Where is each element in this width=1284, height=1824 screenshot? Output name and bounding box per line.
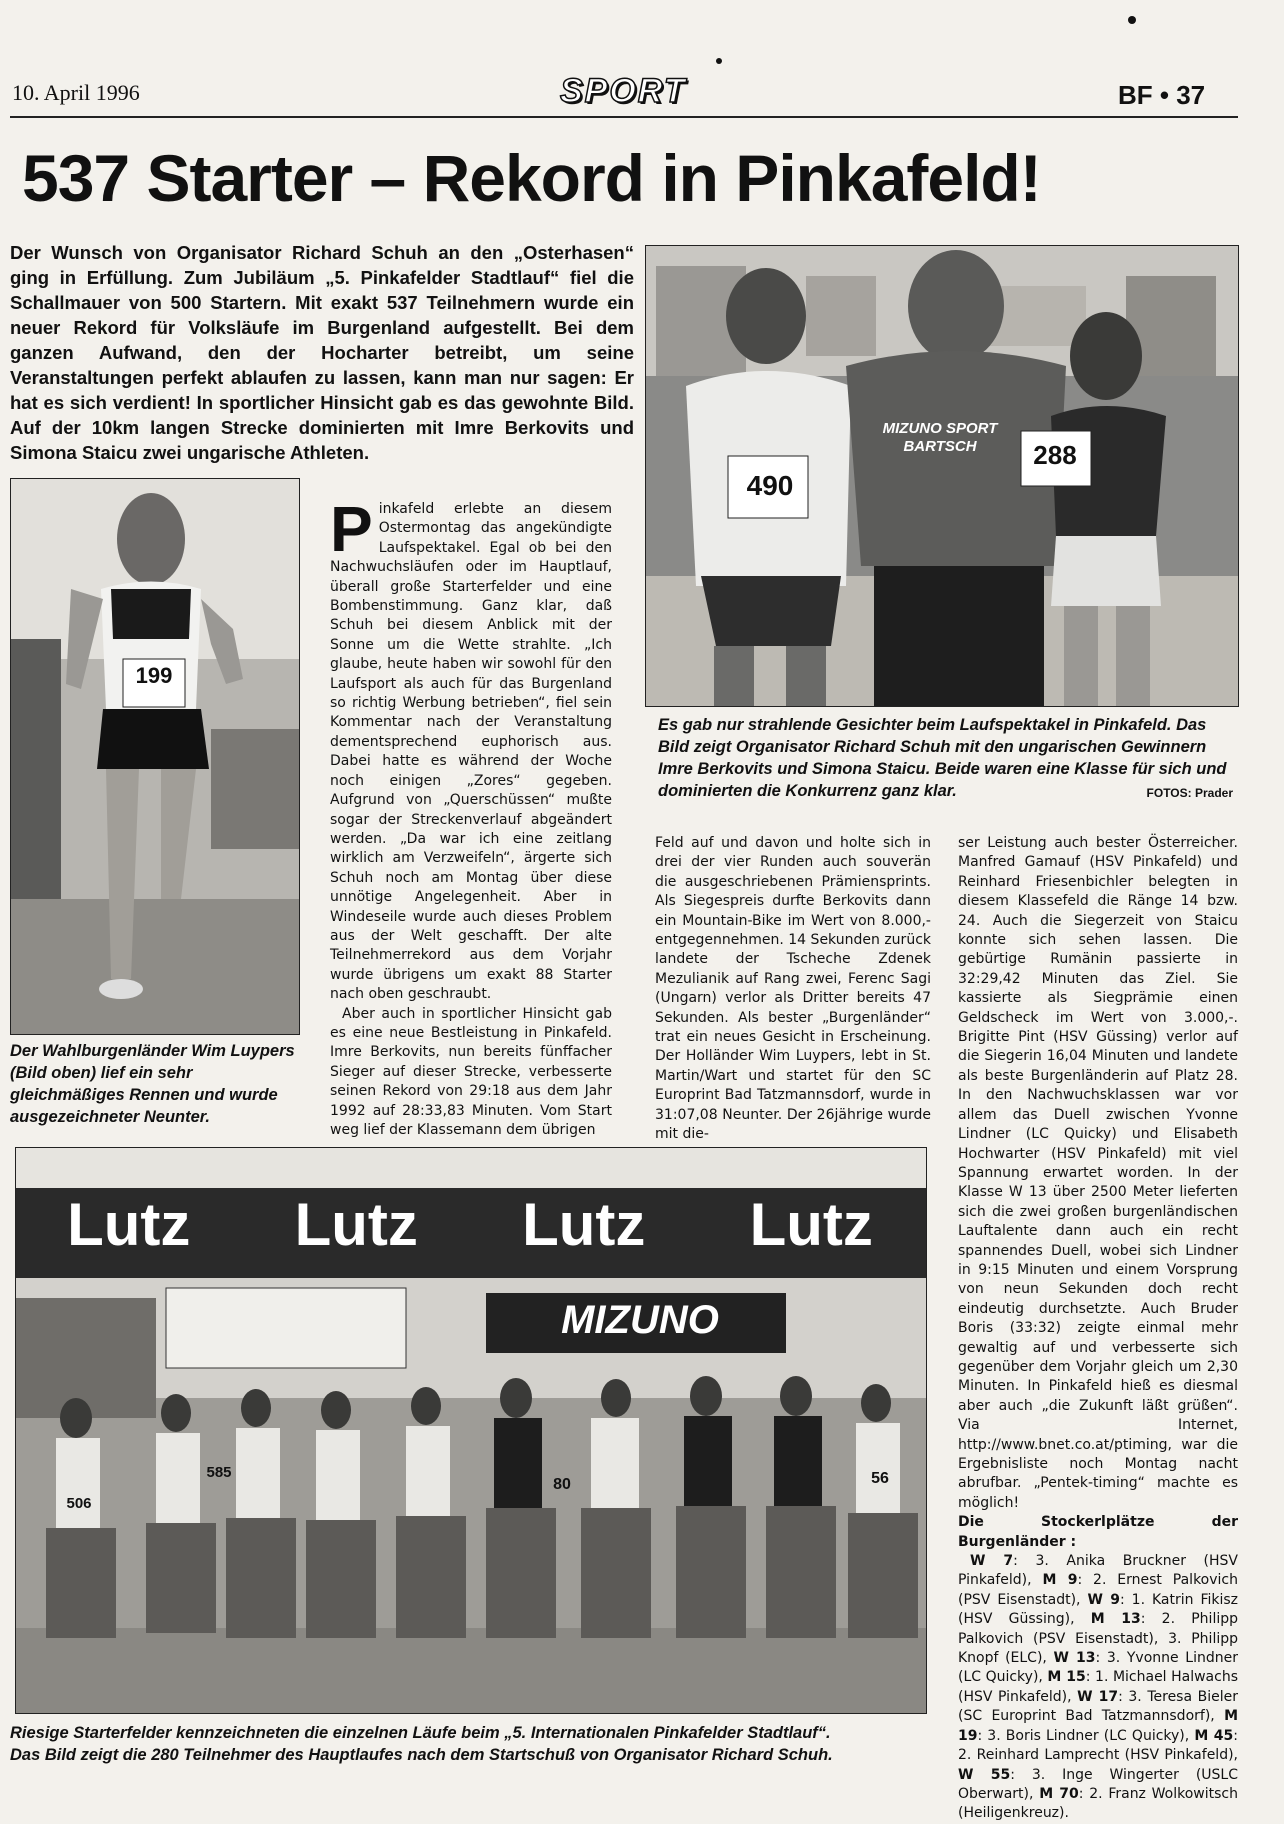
start-bib: 80 bbox=[553, 1476, 571, 1493]
result-entry: : 2. Franz Wolkowitsch (Heiligenkreuz). bbox=[958, 1785, 1238, 1822]
headline: 537 Starter – Rekord in Pinkafeld! bbox=[22, 141, 1041, 215]
issue-date: 10. April 1996 bbox=[12, 80, 140, 105]
start-caption bbox=[10, 1722, 930, 1766]
start-bib: 56 bbox=[871, 1470, 889, 1487]
banner-word: Lutz bbox=[522, 1191, 646, 1258]
result-class: M 15 bbox=[1047, 1669, 1086, 1686]
result-class: M 9 bbox=[1042, 1572, 1078, 1589]
result-entry: : 2. Reinhard Lamprecht (HSV Pinkafeld), bbox=[958, 1727, 1238, 1764]
article-column-2 bbox=[655, 834, 931, 1145]
start-caption-line: Riesige Starterfelder kennzeichneten die einzelnen Läufe beim „5. Internationalen Pinkafelder Stadtlauf“. bbox=[10, 1724, 831, 1742]
result-entry: : 3. Inge Wingerter (USLC Oberwart), bbox=[958, 1766, 1238, 1802]
result-entry: : 3. Anika Bruckner (HSV Pinkafeld), bbox=[958, 1553, 1238, 1589]
article-paragraph: ser Leistung auch bester Österreicher. Manfred Gamauf (HSV Pinkafeld) und Reinhard Friesenbichler belegten in diesem Klassefeld die Ränge 14 bzw. 24. Auch die Siegerzeit von Staicu konnte sich sehen lassen. Die gebürtige Rumänin passierte in 32:29,42 Minuten das Ziel. Sie kassierte als Siegprämie einen Geldscheck im Wert von 3.000,-. Brigitte Pint (HSV Güssing) verlor auf die Siegerin 16,04 Minuten und landete als beste Burgenländerin auf Platz 28. In den Nachwuchsklassen war vor allem das Duell zwischen Yvonne Lindner (LC Quicky) und Elisabeth Hochwarter (HSV Pinkafeld) mit viel Spannung erwartet worden. In der Klasse W 13 über 2500 Meter lieferten sich die zwei großen burgenländischen Lauftalente dann auch ein recht spannendes Duell, wobei sich Lindner in 9:15 Minuten und einem Vorsprung von neun Sekunden doch recht eindeutig durchsetzte. Auch Bruder Boris (33:32) zeigte einmal mehr gewaltig auf und verbesserte sich gegenüber dem Vorjahr gleich um 2,30 Minuten. In Pinkafeld hieß es diesmal aber auch „die Zukunft läßt grüßen“. Via Internet, http://www.bnet.co.at/ptiming, war die Ergebnisliste noch Montag nacht abrufbar. „Pentek-timing“ machte es möglich! bbox=[958, 835, 1238, 1511]
start-bib: 506 bbox=[66, 1495, 92, 1512]
banner-word: Lutz bbox=[67, 1191, 191, 1258]
section-title: SPORT bbox=[560, 72, 687, 110]
result-entry: : 2. Ernest Palkovich (PSV Eisenstadt), bbox=[958, 1572, 1238, 1608]
start-caption-line: Das Bild zeigt die 280 Teilnehmer des Hauptlaufes nach dem Startschuß von Organisator Richard Schuh. bbox=[10, 1746, 833, 1764]
result-class: M 45 bbox=[1194, 1727, 1234, 1744]
article-paragraph: Aber auch in sportlicher Hinsicht gab es eine neue Bestleistung in Pinkafeld. Imre Berkovits, nun bereits fünffacher Sieger auf dieser Strecke, verbesserte seinen Rekord von 29:18 aus dem Jahr 1992 auf 28:33,83 Minuten. Vom Start weg lief der Klassemann dem übrigen bbox=[330, 1005, 612, 1138]
page-number: BF • 37 bbox=[1118, 80, 1206, 110]
result-class: W 13 bbox=[1053, 1650, 1096, 1667]
article-paragraph: inkafeld erlebte an diesem Ostermontag das angekündigte Laufspektakel. Egal ob bei den Nachwuchsläufen oder im Hauptlauf, überall große Starterfelder und eine Bombenstimmung. Ganz klar, daß Schuh bei diesem Anblick mit der Sonne um die Wette strahlte. „Ich glaube, heute haben wir sowohl für den Laufsport als auch für das Burgenland so richtig Werbung betrieben“, fiel sein Kommentar nach der Veranstaltung dementsprechend euphorisch aus. Dabei hatte es während der Woche noch einigen „Zores“ gegeben. Aufgrund von „Querschüssen“ mußte sogar der Streckenverlauf abgeändert werden. „Da war ich eine zeitlang wirklich am Verzweifeln“, ärgerte sich Schuh noch am Montag über diese unnötige Angelegenheit. Aber in Windeseile wurde auch dieses Problem aus der Welt geschafft. Der alte Teilnehmerrekord aus dem Vorjahr wurde übrigens um exakt 88 Starter nach oben geschraubt. bbox=[330, 501, 612, 1003]
article-paragraph: Feld auf und davon und holte sich in drei der vier Runden auch souverän die ausgeschriebenen Prämiensprints. Als Siegespreis durfte Berkovits dann ein Mountain-Bike im Wert von 8.000,- entgegennehmen. 14 Sekunden zurück landete der Tscheche Zdenek Mezulianik auf Rang zwei, Ferenc Sagi (Ungarn) verlor als Dritter bereits 47 Sekunden. Als bester „Burgenländer“ trat ein neues Gesicht in Erscheinung. Der Holländer Wim Luypers, lebt in St. Martin/Wart und startet für den SC Europrint Bad Tatzmannsdorf, wurde in 31:07,08 Neunter. Der 26jährige wurde mit die- bbox=[655, 835, 931, 1143]
article-column-3 bbox=[958, 834, 1238, 1824]
banner-mizuno: MIZUNO bbox=[561, 1298, 719, 1342]
runner-bib: 199 bbox=[135, 663, 173, 688]
runner-caption: Der Wahlburgenländer Wim Luypers (Bild oben) lief ein sehr gleichmäßiges Rennen und wurde ausgezeichneter Neunter. bbox=[10, 1042, 295, 1126]
result-class: M 19 bbox=[958, 1708, 1238, 1744]
banner-lutz bbox=[15, 1190, 925, 1259]
result-entry: : 3. Boris Lindner (LC Quicky), bbox=[977, 1727, 1195, 1744]
winners-caption-text: Es gab nur strahlende Gesichter beim Laufspektakel in Pinkafeld. Das Bild zeigt Organisator Richard Schuh mit den ungarischen Gewinnern Imre Berkovits und Simona Staicu. Beide waren eine Klasse für sich und dominierten die Konkurrenz ganz klar. bbox=[658, 716, 1227, 800]
winners-caption bbox=[658, 714, 1233, 804]
winners-shirt-text: MIZUNO SPORT BARTSCH bbox=[882, 420, 998, 455]
result-class: W 9 bbox=[1087, 1591, 1120, 1608]
photo-credit: FOTOS: Prader bbox=[1146, 786, 1233, 800]
runner-photo bbox=[10, 478, 300, 1035]
print-dot bbox=[716, 58, 722, 64]
print-dot bbox=[1128, 16, 1136, 24]
results-list bbox=[958, 1552, 1238, 1824]
result-entry: : 2. Philipp Palkovich (PSV Eisenstadt), 3. Philipp Knopf (ELC), bbox=[958, 1611, 1238, 1667]
result-entry: : 1. Michael Halwachs (HSV Pinkafeld), bbox=[958, 1669, 1238, 1705]
banner-word: Lutz bbox=[749, 1191, 873, 1258]
results-heading: Die Stockerlplätze der Burgenländer : bbox=[958, 1514, 1238, 1550]
lead-paragraph: Der Wunsch von Organisator Richard Schuh an den „Osterhasen“ ging in Erfüllung. Zum Jubiläum „5. Pinkafelder Stadtlauf“ fiel die Schallmauer von 500 Startern. Mit exakt 537 Teilnehmern wurde ein neuer Rekord für Volksläufe im Burgenland aufgestellt. Bei dem ganzen Aufwand, den der Hocharter betreibt, um seine Veranstaltungen perfekt ablaufen zu lassen, kann man nur sagen: Er hat es sich verdient! In sportlicher Hinsicht gab es das gewohnte Bild. Auf der 10km langen Strecke dominierten mit Imre Berkovits und Simona Staicu zwei ungarische Athleten. bbox=[10, 242, 634, 463]
result-class: M 13 bbox=[1090, 1611, 1141, 1628]
winner-bib-left: 490 bbox=[746, 470, 794, 501]
winner-bib-right: 288 bbox=[1033, 440, 1077, 470]
result-entry: : 3. Yvonne Lindner (LC Quicky), bbox=[958, 1650, 1238, 1686]
drop-cap: P bbox=[330, 493, 373, 565]
header-rule bbox=[10, 116, 1238, 118]
article-column-1 bbox=[330, 493, 612, 1140]
result-class: W 7 bbox=[970, 1553, 1014, 1570]
result-entry: : 1. Katrin Fikisz (HSV Güssing), bbox=[958, 1591, 1239, 1628]
result-class: W 55 bbox=[958, 1766, 1011, 1783]
result-class: M 70 bbox=[1039, 1785, 1079, 1802]
result-class: W 17 bbox=[1077, 1688, 1119, 1705]
banner-word: Lutz bbox=[294, 1191, 418, 1258]
start-bib: 585 bbox=[206, 1464, 232, 1481]
result-entry: : 3. Teresa Bieler (SC Europrint Bad Tatzmannsdorf), bbox=[958, 1688, 1238, 1725]
